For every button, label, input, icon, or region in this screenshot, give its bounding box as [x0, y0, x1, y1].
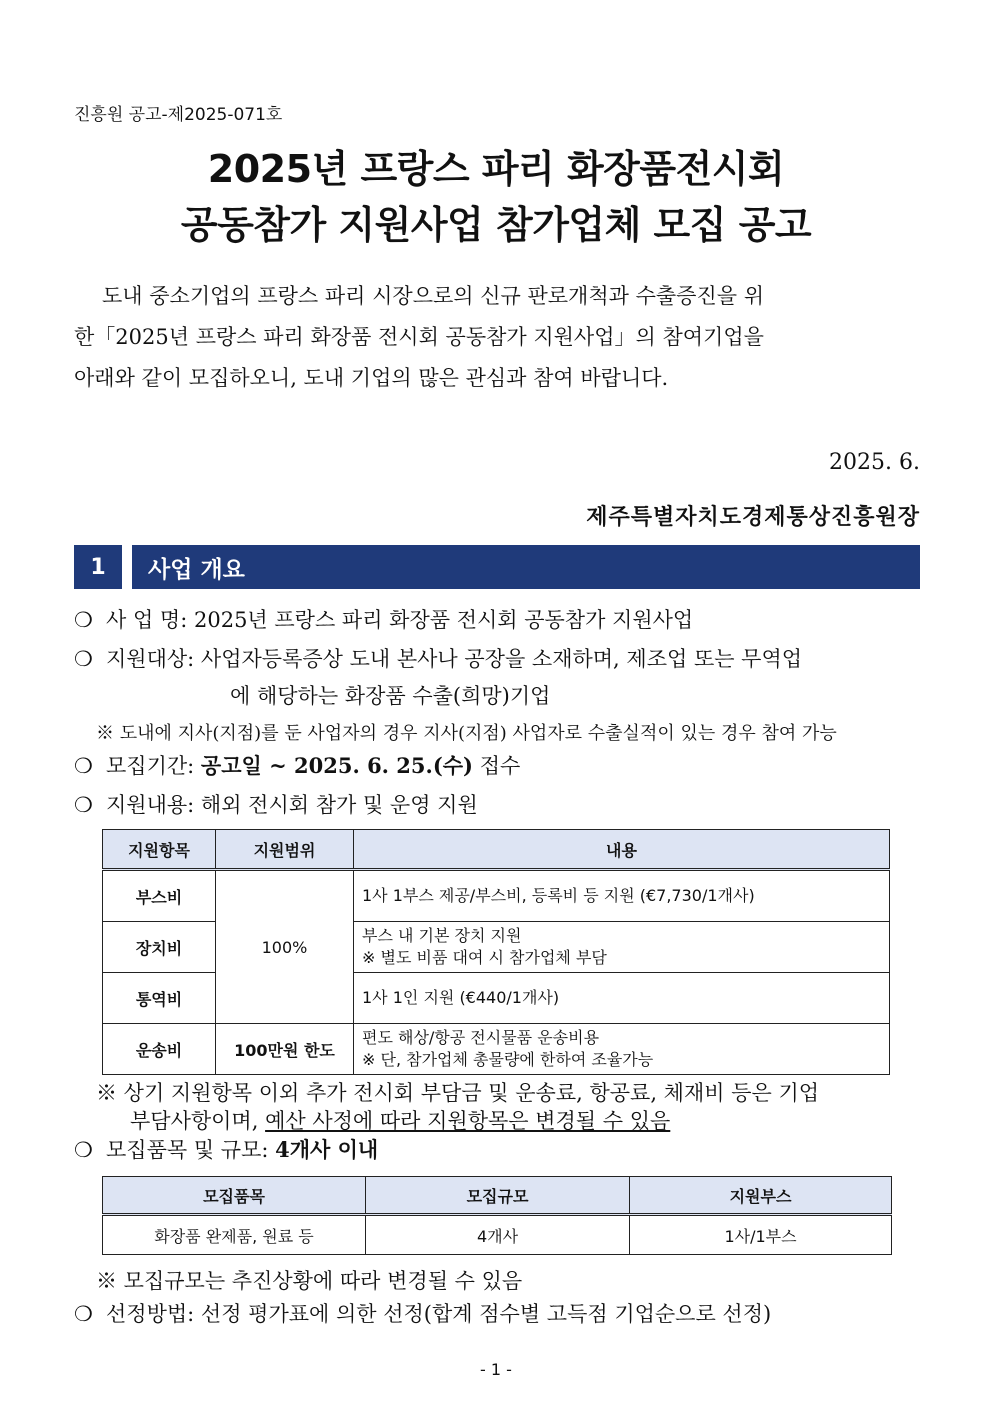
- page-number: - 1 -: [480, 1360, 512, 1379]
- target-value-1: 사업자등록증상 도내 본사나 공장을 소재하며, 제조업 또는 무역업: [200, 647, 803, 671]
- target-value-2: 에 해당하는 화장품 수출(희망)기업: [230, 684, 551, 708]
- item-cell: 운송비: [103, 1024, 216, 1075]
- bullet-icon: ❍: [74, 793, 93, 817]
- table-row: [103, 1215, 892, 1255]
- scale-table-header: [103, 1177, 892, 1215]
- title-line-2: 공동참가 지원사업 참가업체 모집 공고: [180, 203, 812, 247]
- period-label: 모집기간:: [106, 754, 195, 778]
- section-header: [74, 545, 920, 589]
- section-title: 사업 개요: [132, 545, 920, 589]
- table-note-1: ※ 상기 지원항목 이외 추가 전시회 부담금 및 운송료, 항공료, 체재비 등은 기업: [96, 1081, 820, 1105]
- section-number: 1: [74, 545, 122, 589]
- intro-line-2: 한「2025년 프랑스 파리 화장품 전시회 공동참가 지원사업」의 참여기업을: [74, 325, 764, 349]
- scale-value: 4개사 이내: [275, 1137, 379, 1162]
- category-cell: 화장품 완제품, 원료 등: [103, 1215, 366, 1255]
- bullet-icon: ❍: [74, 647, 93, 671]
- period-suffix: 접수: [479, 754, 521, 778]
- booth-cell: 1사/1부스: [630, 1215, 892, 1255]
- desc-line: ※ 별도 비품 대여 시 참가업체 부담: [362, 948, 607, 967]
- range-cell: 100%: [216, 870, 354, 1024]
- table-note-underline: 예산 사정에 따라 지원항목은 변경될 수 있음: [265, 1109, 671, 1133]
- project-name-label: 사 업 명:: [106, 608, 188, 632]
- desc-cell: 1사 1인 지원 (€440/1개사): [354, 973, 890, 1024]
- scale-note: ※ 모집규모는 추진상황에 따라 변경될 수 있음: [96, 1269, 523, 1293]
- project-name-value: 2025년 프랑스 파리 화장품 전시회 공동참가 지원사업: [193, 608, 694, 632]
- desc-cell: [354, 922, 890, 973]
- desc-cell: [354, 1024, 890, 1075]
- period-value: 공고일 ~ 2025. 6. 25.(수): [200, 753, 473, 778]
- table-row: [103, 1024, 890, 1075]
- bullet-icon: ❍: [74, 1302, 93, 1326]
- scale-row: [74, 1134, 920, 1164]
- content-value: 해외 전시회 참가 및 운영 지원: [200, 793, 478, 817]
- item-cell: 부스비: [103, 870, 216, 922]
- selection-label: 선정방법:: [106, 1302, 195, 1326]
- support-table: [102, 829, 890, 1075]
- intro-line-1: 도내 중소기업의 프랑스 파리 시장으로의 신규 판로개척과 수출증진을 위: [102, 284, 764, 308]
- table-note-plain: 부담사항이며,: [130, 1109, 259, 1133]
- target-row: [74, 643, 920, 673]
- intro-line-3: 아래와 같이 모집하오니, 도내 기업의 많은 관심과 참여 바랍니다.: [74, 366, 669, 390]
- scale-label: 모집품목 및 규모:: [106, 1138, 269, 1162]
- selection-row: [74, 1298, 920, 1328]
- header-scale: 모집규모: [366, 1177, 630, 1215]
- desc-cell: 1사 1부스 제공/부스비, 등록비 등 지원 (€7,730/1개사): [354, 870, 890, 922]
- target-note: ※ 도내에 지사(지점)를 둔 사업자의 경우 지사(지점) 사업자로 수출실적이 있는 경우 참여 가능: [96, 723, 837, 744]
- notice-date: 2025. 6.: [829, 450, 920, 475]
- item-cell: 통역비: [103, 973, 216, 1024]
- header-range: 지원범위: [216, 830, 354, 870]
- desc-line: 부스 내 기본 장치 지원: [362, 926, 522, 945]
- project-name-row: [74, 604, 920, 634]
- bullet-icon: ❍: [74, 608, 93, 632]
- issuer: 제주특별자치도경제통상진흥원장: [586, 504, 920, 530]
- bullet-icon: ❍: [74, 754, 93, 778]
- item-cell: 장치비: [103, 922, 216, 973]
- content-label: 지원내용:: [106, 793, 195, 817]
- desc-line: ※ 단, 참가업체 총물량에 한하여 조율가능: [362, 1050, 654, 1069]
- selection-value: 선정 평가표에 의한 선정(합계 점수별 고득점 기업순으로 선정): [200, 1302, 772, 1326]
- support-table-header: [103, 830, 890, 870]
- notice-number: 진흥원 공고-제2025-071호: [74, 105, 283, 125]
- scale-table: [102, 1176, 892, 1255]
- intro-paragraph: [74, 276, 920, 399]
- content-row: [74, 789, 920, 819]
- period-row: [74, 750, 920, 780]
- header-booth: 지원부스: [630, 1177, 892, 1215]
- desc-line: 편도 해상/항공 전시물품 운송비용: [362, 1028, 600, 1047]
- target-label: 지원대상:: [106, 647, 195, 671]
- table-note-2: [130, 1105, 920, 1135]
- scale-cell: 4개사: [366, 1215, 630, 1255]
- header-item: 지원항목: [103, 830, 216, 870]
- table-row: [103, 870, 890, 922]
- header-category: 모집품목: [103, 1177, 366, 1215]
- header-content: 내용: [354, 830, 890, 870]
- range-cell: 100만원 한도: [216, 1024, 354, 1075]
- bullet-icon: ❍: [74, 1138, 93, 1162]
- title-line-1: 2025년 프랑스 파리 화장품전시회: [207, 147, 785, 191]
